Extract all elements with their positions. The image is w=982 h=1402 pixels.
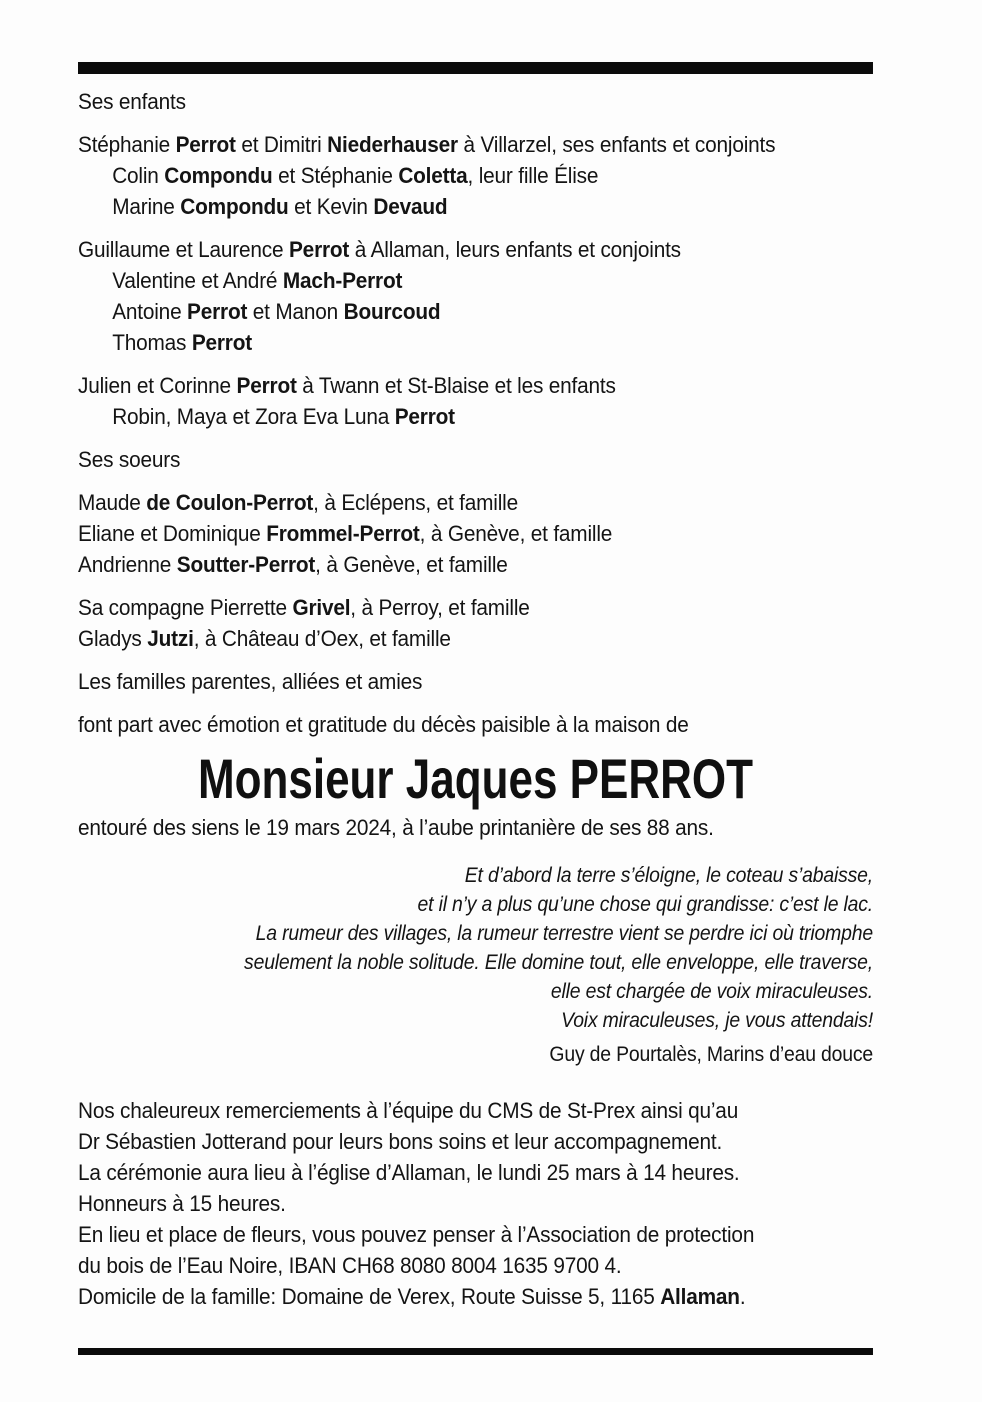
text-segment: à Twann et St-Blaise et les enfants <box>296 373 616 398</box>
text-segment: , à Genève, et famille <box>315 552 508 577</box>
text-segment: et Kevin <box>288 194 374 219</box>
poem-attribution: Guy de Pourtalès, Marins d’eau douce <box>549 1043 873 1066</box>
text-segment: et Dimitri <box>235 132 328 157</box>
top-rule <box>78 62 873 74</box>
ceremony-details <box>78 1095 873 1312</box>
name-segment: Frommel-Perrot <box>266 521 420 546</box>
poem-lines <box>78 861 873 1035</box>
obituary-sheet <box>78 62 873 1355</box>
text-segment: du bois de l’Eau Noire, IBAN CH68 8080 8004 1635 9700 4. <box>78 1253 622 1278</box>
text-segment: Stéphanie <box>78 132 176 157</box>
text-segment: Nos chaleureux remerciements à l’équipe du CMS de St-Prex ainsi qu’au <box>78 1098 739 1123</box>
family-paragraph <box>78 592 873 654</box>
family-line <box>78 518 873 549</box>
name-segment: Perrot <box>175 132 236 157</box>
family-paragraph <box>78 129 873 222</box>
text-segment: Marine <box>112 194 181 219</box>
name-segment: Perrot <box>191 330 252 355</box>
name-segment: Allaman <box>660 1284 740 1309</box>
text-segment: et Stéphanie <box>272 163 399 188</box>
family-line <box>78 265 873 296</box>
section-heading: font part avec émotion et gratitude du décès paisible à la maison de <box>78 712 689 737</box>
text-segment: à Allaman, leurs enfants et conjoints <box>349 237 681 262</box>
poem-line: Et d’abord la terre s’éloigne, le coteau s’abaisse, <box>464 864 873 887</box>
text-segment: , à Perroy, et famille <box>350 595 530 620</box>
text-segment: , leur fille Élise <box>467 163 599 188</box>
name-segment: Compondu <box>164 163 273 188</box>
text-segment: Andrienne <box>78 552 177 577</box>
poem-line: Voix miraculeuses, je vous attendais! <box>561 1009 873 1032</box>
details-line <box>78 1157 873 1188</box>
text-segment: , à Genève, et famille <box>419 521 613 546</box>
text-segment: La cérémonie aura lieu à l’église d’Allaman, le lundi 25 mars à 14 heures. <box>78 1160 740 1185</box>
text-segment: Honneurs à 15 heures. <box>78 1191 286 1216</box>
family-line <box>78 327 873 358</box>
text-segment: . <box>739 1284 746 1309</box>
name-segment: Bourcoud <box>343 299 441 324</box>
family-line <box>78 160 873 191</box>
details-line <box>78 1188 873 1219</box>
text-segment: Guillaume et Laurence <box>78 237 289 262</box>
text-segment: , à Château d’Oex, et famille <box>193 626 451 651</box>
details-line <box>78 1095 873 1126</box>
name-segment: Perrot <box>236 373 297 398</box>
details-line <box>78 1281 873 1312</box>
name-segment: Perrot <box>288 237 350 262</box>
poem-line: et il n’y a plus qu’une chose qui grandisse: c’est le lac. <box>417 893 873 916</box>
details-line <box>78 1250 873 1281</box>
details-line <box>78 1126 873 1157</box>
death-date-line: entouré des siens le 19 mars 2024, à l’aube printanière de ses 88 ans. <box>78 815 714 840</box>
text-segment: Dr Sébastien Jotterand pour leurs bons soins et leur accompagnement. <box>78 1129 723 1154</box>
name-segment: Mach-Perrot <box>282 268 403 293</box>
text-segment: à Villarzel, ses enfants et conjoints <box>457 132 776 157</box>
text-segment: Colin <box>112 163 165 188</box>
family-paragraph <box>78 234 873 358</box>
name-segment: Coletta <box>398 163 468 188</box>
text-segment: Sa compagne Pierrette <box>78 595 293 620</box>
family-line <box>78 234 873 265</box>
text-segment: Gladys <box>78 626 148 651</box>
family-sections <box>78 86 873 740</box>
family-line <box>78 296 873 327</box>
family-paragraph <box>78 370 873 432</box>
text-segment: , à Eclépens, et famille <box>313 490 518 515</box>
text-segment: Maude <box>78 490 147 515</box>
text-segment: Julien et Corinne <box>78 373 237 398</box>
name-segment: Niederhauser <box>327 132 458 157</box>
text-segment: Robin, Maya et Zora Eva Luna <box>112 404 395 429</box>
text-segment: Eliane et Dominique <box>78 521 267 546</box>
family-line <box>78 191 873 222</box>
family-line <box>78 370 873 401</box>
family-line <box>78 401 873 432</box>
poem-line: elle est chargée de voix miraculeuses. <box>550 980 873 1003</box>
text-segment: Domicile de la famille: Domaine de Verex, Route Suisse 5, 1165 <box>78 1284 661 1309</box>
text-segment: En lieu et place de fleurs, vous pouvez penser à l’Association de protection <box>78 1222 755 1247</box>
deceased-name-title: Monsieur Jaques PERROT <box>197 747 754 810</box>
family-line <box>78 549 873 580</box>
text-segment: Thomas <box>112 330 192 355</box>
text-segment: Antoine <box>112 299 188 324</box>
family-line <box>78 592 873 623</box>
name-segment: Perrot <box>187 299 248 324</box>
section-heading: Ses enfants <box>78 89 186 114</box>
poem-line: seulement la noble solitude. Elle domine tout, elle enveloppe, elle traverse, <box>244 951 873 974</box>
text-segment: Valentine et André <box>112 268 283 293</box>
poem-line: La rumeur des villages, la rumeur terrestre vient se perdre ici où triomphe <box>255 922 873 945</box>
family-paragraph <box>78 487 873 580</box>
name-segment: Jutzi <box>147 626 194 651</box>
name-segment: Soutter-Perrot <box>176 552 316 577</box>
family-line <box>78 129 873 160</box>
name-segment: Compondu <box>180 194 289 219</box>
name-segment: Grivel <box>292 595 351 620</box>
section-heading: Les familles parentes, alliées et amies <box>78 669 423 694</box>
details-line <box>78 1219 873 1250</box>
family-line <box>78 487 873 518</box>
text-segment: et Manon <box>247 299 344 324</box>
name-segment: Devaud <box>373 194 448 219</box>
family-line <box>78 623 873 654</box>
poem-block <box>78 861 873 1069</box>
name-segment: de Coulon-Perrot <box>146 490 314 515</box>
section-heading: Ses soeurs <box>78 447 181 472</box>
bottom-rule <box>78 1348 873 1355</box>
name-segment: Perrot <box>394 404 455 429</box>
